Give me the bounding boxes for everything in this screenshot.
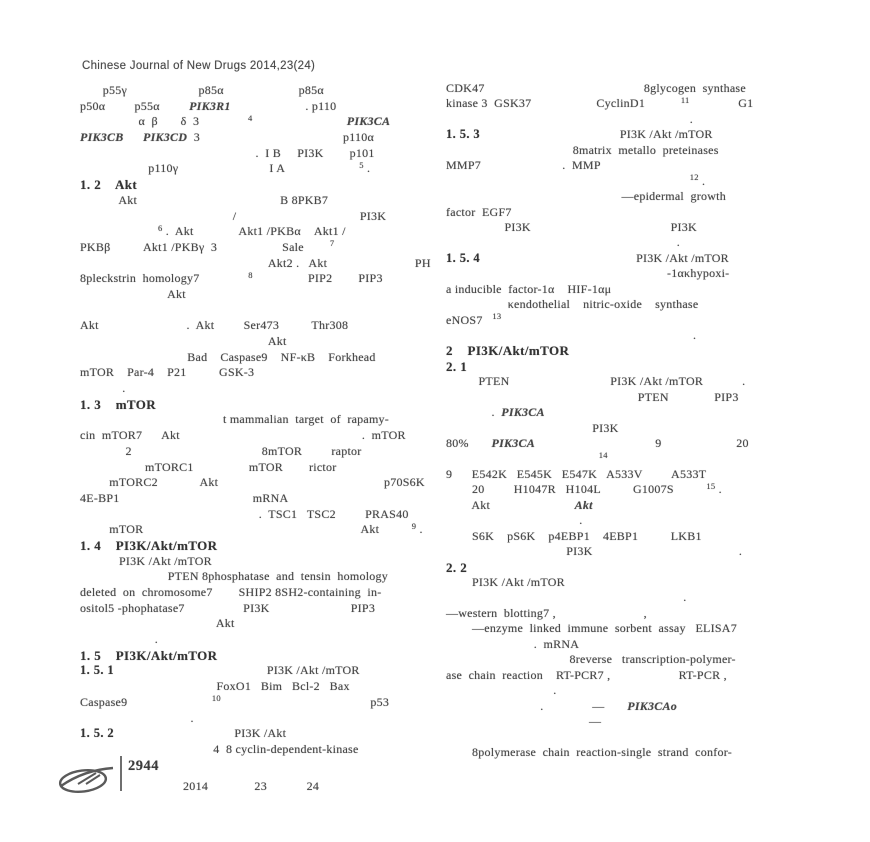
text-line (80, 413, 444, 429)
text-line (80, 398, 444, 414)
body-text: a inducible factor-1α HIF-1αμ (446, 281, 612, 296)
body-text: . TSC1 TSC2 PRAS40 (80, 506, 409, 521)
body-text: PIK3CA (501, 405, 545, 420)
body-text: PI3K /Akt /mTOR (114, 663, 360, 678)
body-text: p53 (220, 694, 390, 709)
body-text: PKBβ Akt1 /PKBγ 3 Sale (80, 239, 330, 254)
text-line (80, 194, 444, 210)
text-line (80, 693, 444, 712)
body-text (124, 130, 144, 144)
text-line (80, 351, 444, 367)
body-text: PIK3CA (491, 436, 536, 451)
text-line (446, 622, 810, 637)
text-line (446, 480, 810, 498)
body-text: 14 (598, 450, 608, 460)
text-line (80, 222, 444, 241)
journal-header: Chinese Journal of New Drugs 2014,23(24) (82, 60, 316, 72)
body-text: 4 8 cyclin-dependent-kinase (80, 741, 359, 756)
body-text: CDK47 8glycogen synthase (446, 81, 746, 95)
text-line (80, 382, 444, 398)
body-text: PIK3R1 (189, 98, 231, 113)
body-text: FoxO1 Bim Bcl-2 Bax (80, 679, 350, 694)
body-text: Akt (80, 616, 235, 631)
body-text: Akt (446, 497, 575, 512)
body-text: Akt (574, 497, 593, 512)
body-text: . I B PI3K p101 (80, 145, 375, 160)
text-line (80, 461, 444, 477)
text-line (446, 422, 810, 437)
body-text: 9 20 (535, 436, 749, 451)
body-text: . (363, 161, 371, 176)
body-text: PTEN PI3K /Akt /mTOR . (446, 374, 746, 389)
body-text: 8pleckstrin homology7 (80, 271, 249, 286)
footer-issue-line: 2014 23 24 (183, 779, 320, 793)
body-text: . Akt Akt1 /PKBα Akt1 / (162, 224, 346, 239)
body-text: 8matrix metallo preteinases (446, 142, 719, 157)
text-line (446, 638, 810, 653)
body-text: PIK3CAo (627, 698, 678, 713)
heading-text: 1. 5. 3 (446, 127, 481, 142)
text-line (80, 112, 444, 131)
body-text: PI3K /Akt /mTOR (480, 250, 729, 265)
body-text: Akt (80, 334, 287, 348)
body-text: . (80, 710, 194, 725)
body-text: PIK3CD (143, 130, 188, 145)
body-text: 6 (158, 222, 163, 233)
text-line (446, 375, 810, 390)
body-text: S6K pS6K p4EBP1 4EBP1 LKB1 (446, 528, 702, 543)
text-line (80, 712, 444, 728)
heading-text: 1. 3 mTOR (80, 396, 157, 412)
text-line (80, 664, 444, 680)
text-line (446, 190, 810, 205)
body-text: . (80, 381, 126, 396)
heading-text: 1. 2 Akt (80, 177, 138, 193)
body-text: cin mTOR7 Akt . mTOR (80, 428, 406, 443)
heading-text: 1. 5. 2 (80, 726, 115, 741)
body-text: / PI3K (80, 208, 387, 223)
text-line (446, 545, 810, 560)
body-text: G1 (689, 96, 754, 111)
body-text: 9 E542K E545K E547K A533V A533T (446, 466, 707, 481)
text-line (446, 591, 810, 606)
body-text: 3 p110α (187, 130, 375, 145)
text-line (80, 159, 444, 178)
text-line (446, 172, 810, 190)
text-line (80, 178, 444, 194)
text-line (446, 530, 810, 545)
body-text: Caspase9 (80, 694, 212, 709)
text-line (446, 252, 810, 267)
text-line (446, 514, 810, 529)
text-line (80, 84, 444, 100)
text-line (446, 391, 810, 406)
body-text (446, 452, 599, 466)
body-text: ase chain reaction RT-PCR7 , RT-PCR , (446, 667, 727, 682)
body-text (253, 114, 347, 128)
page-footer (0, 752, 870, 812)
text-line (80, 288, 444, 304)
body-text: -1ακhypoxi- (446, 266, 730, 281)
body-text: . (446, 683, 557, 698)
body-text: Akt . Akt Ser473 Thr308 (80, 318, 349, 333)
text-line (446, 128, 810, 143)
body-text: PI3K /Akt /mTOR (480, 127, 713, 142)
body-text: PI3K PI3K (446, 219, 697, 234)
body-text: mTOR Akt (80, 522, 412, 537)
body-text: —western blotting7 , , (446, 605, 647, 620)
text-line (446, 236, 810, 251)
body-text: Akt2 . Akt PH (80, 255, 431, 270)
text-line (446, 283, 810, 298)
body-text: PI3K /Akt (114, 726, 287, 741)
heading-text: 2. 1 (446, 358, 468, 374)
body-text: 2 8mTOR raptor (80, 443, 362, 458)
body-text (446, 174, 690, 188)
body-text: — (446, 713, 602, 728)
text-line (446, 437, 810, 452)
body-text: t mammalian target of rapamy- (80, 412, 390, 427)
text-line (446, 267, 810, 282)
text-line (80, 269, 444, 288)
body-text: 12 (689, 172, 699, 183)
text-line (446, 499, 810, 514)
right-column (446, 82, 810, 761)
text-line (80, 476, 444, 492)
text-line (446, 653, 810, 668)
body-text: kinase 3 GSK37 CyclinD1 (446, 96, 681, 111)
text-line (446, 576, 810, 591)
text-line (80, 727, 444, 743)
text-line (80, 100, 444, 116)
body-text: 80% (446, 436, 492, 451)
body-text: mTOR Par-4 P21 GSK-3 (80, 365, 255, 380)
body-text: deleted on chromosome7 SHIP2 8SH2-containing in- (80, 585, 382, 599)
body-text: 15 (706, 480, 716, 491)
heading-text: 1. 4 PI3K/Akt/mTOR (80, 537, 218, 553)
text-line (80, 649, 444, 665)
text-line (80, 304, 444, 320)
body-text: . (715, 482, 722, 497)
body-text (80, 224, 158, 238)
body-text: 20 H1047R H104L G1007S (446, 482, 707, 497)
text-line (446, 159, 810, 174)
text-line (446, 730, 810, 745)
body-text: PIK3CB (80, 130, 124, 145)
text-line (80, 257, 444, 273)
heading-text: 1. 5. 1 (80, 663, 115, 678)
text-line (446, 221, 810, 236)
logo-divider (120, 756, 122, 791)
body-text: . (446, 235, 680, 250)
text-line (80, 210, 444, 226)
body-text: . (416, 522, 423, 537)
text-line (80, 520, 444, 539)
body-text: 11 (680, 94, 690, 105)
heading-text: 1. 5. 4 (446, 250, 481, 265)
text-line (80, 319, 444, 335)
body-text: 8polymerase chain reaction-single strand confor- (446, 744, 733, 759)
heading-text: 2. 2 (446, 559, 468, 575)
body-text: —enzyme linked immune sorbent assay ELISA7 (446, 621, 737, 636)
text-line (446, 94, 810, 112)
text-line (446, 360, 810, 375)
body-text: . p110 (230, 98, 337, 113)
body-text: κendothelial nitric-oxide synthase (446, 297, 699, 312)
body-text: mTORC1 mTOR rictor (80, 459, 337, 474)
body-text: α β δ 3 (80, 114, 249, 129)
text-line (446, 329, 810, 344)
text-line (80, 555, 444, 571)
body-text: MMP7 . MMP (446, 158, 601, 173)
heading-text: 1. 5 PI3K/Akt/mTOR (80, 647, 218, 663)
body-text: . mRNA (446, 636, 580, 651)
body-text: . (446, 328, 697, 342)
body-text: factor EGF7 (446, 204, 512, 219)
body-text: 9 (411, 520, 417, 531)
body-text: Bad Caspase9 NF-κB Forkhead (80, 349, 376, 364)
text-line (80, 602, 444, 618)
body-text: PI3K /Akt /mTOR (80, 553, 212, 568)
body-text: p110γ I A (80, 161, 360, 176)
body-text: mTORC2 Akt p70S6K (80, 475, 425, 490)
body-text: . (446, 111, 693, 126)
text-line (80, 445, 444, 461)
text-line (80, 633, 444, 649)
text-line (446, 700, 810, 715)
text-line (446, 561, 810, 576)
body-text: ositol5 -phophatase7 PI3K PIP3 (80, 600, 376, 615)
body-text: Akt B 8PKB7 (80, 192, 329, 207)
page-number: 2944 (128, 758, 159, 774)
body-text: PI3K (446, 420, 619, 435)
body-text: 4 (248, 112, 253, 123)
text-line (446, 406, 810, 421)
body-text: PTEN PIP3 (446, 389, 739, 404)
left-column (80, 84, 444, 759)
body-text: 4E-BP1 mRNA (80, 490, 289, 505)
text-line (446, 206, 810, 221)
text-line (80, 366, 444, 382)
body-text: 8 (248, 269, 253, 280)
body-text: . (698, 173, 706, 188)
body-text: Akt (80, 286, 186, 301)
body-text: —epidermal growth (446, 189, 726, 204)
body-text: 7 (329, 238, 335, 249)
journal-logo-icon (56, 758, 116, 798)
body-text: 5 (359, 159, 364, 170)
text-line (446, 144, 810, 159)
body-text: 13 (492, 311, 502, 322)
text-line (80, 586, 444, 602)
heading-text: 2 PI3K/Akt/mTOR (446, 343, 570, 359)
text-line (80, 617, 444, 633)
text-line (446, 715, 810, 730)
text-line (446, 607, 810, 622)
body-text: PI3K /Akt /mTOR (446, 575, 565, 589)
body-text: p55γ p85α p85α (80, 83, 324, 97)
body-text: . (446, 590, 687, 605)
text-line (80, 539, 444, 555)
text-line (446, 113, 810, 128)
text-line (446, 684, 810, 699)
text-line (80, 238, 444, 257)
body-text: . (446, 405, 502, 420)
body-text: . (446, 513, 583, 528)
body-text: PI3K . (446, 544, 743, 559)
text-line (80, 147, 444, 163)
text-line (80, 680, 444, 696)
body-text: p50α p55α (80, 98, 190, 113)
body-text: PIP2 PIP3 (252, 271, 383, 286)
text-line (446, 344, 810, 359)
body-text: . (80, 632, 158, 647)
body-text: PIK3CA (346, 114, 391, 129)
body-text: 8reverse transcription-polymer- (446, 652, 736, 667)
text-line (80, 335, 444, 351)
body-text: PTEN 8phosphatase and tensin homology (80, 569, 389, 584)
text-line (446, 669, 810, 684)
text-line (80, 131, 444, 147)
text-line (446, 82, 810, 97)
text-line (80, 570, 444, 586)
text-line (80, 492, 444, 508)
text-line (446, 450, 810, 468)
body-text: eNOS7 (446, 312, 493, 327)
body-text: 10 (211, 693, 221, 704)
text-line (80, 429, 444, 445)
text-line (446, 311, 810, 329)
text-line (446, 468, 810, 483)
text-line (80, 508, 444, 524)
body-text: . — (446, 698, 628, 713)
